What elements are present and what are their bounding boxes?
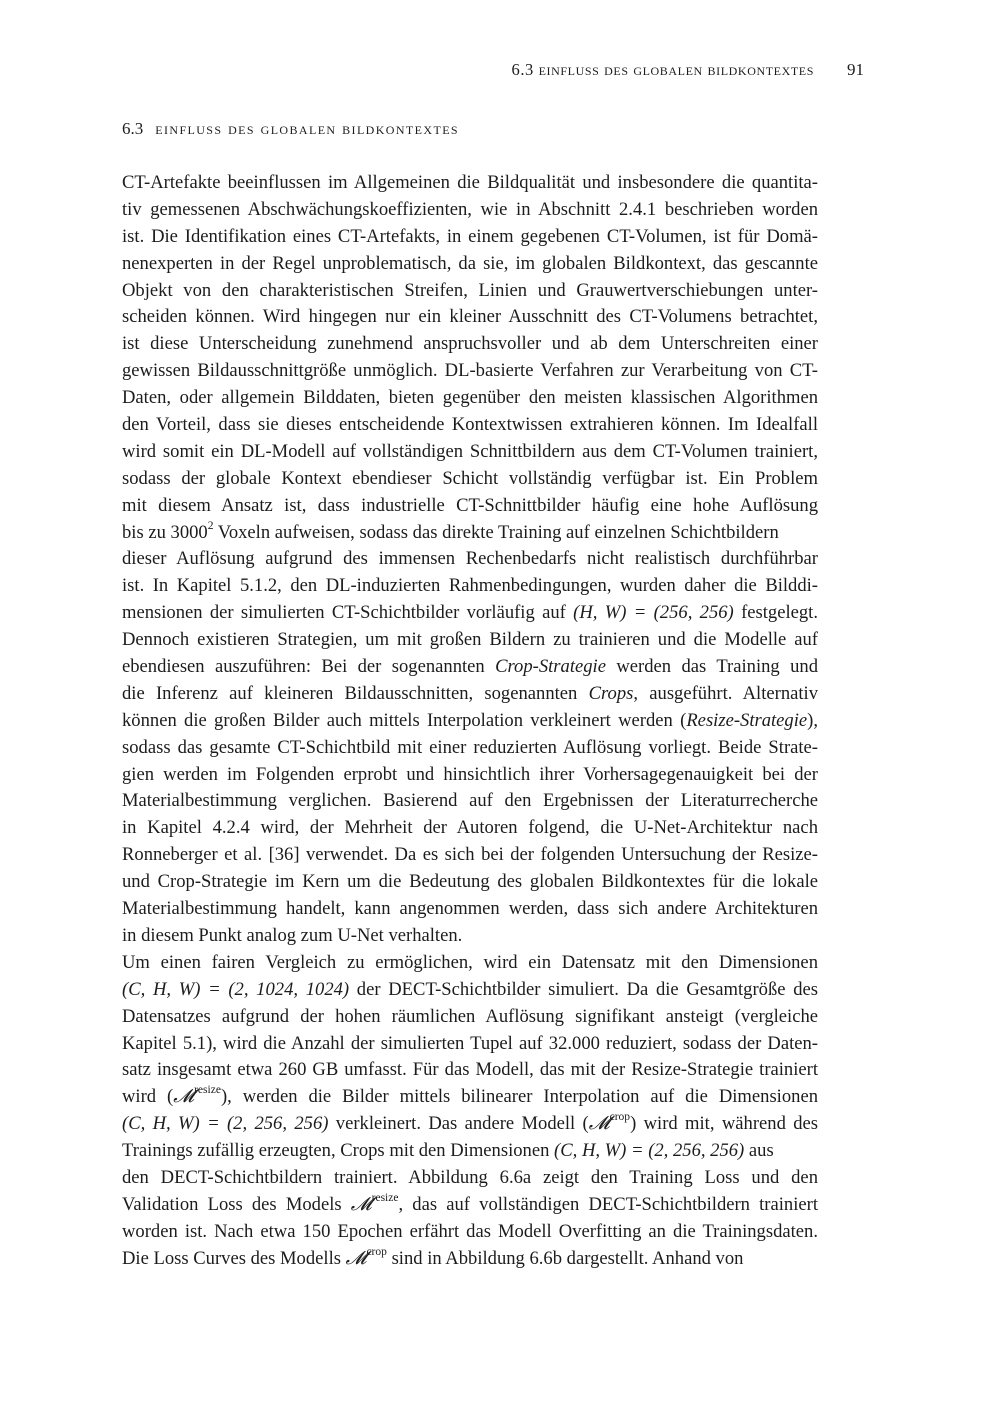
text-line: satz insgesamt etwa 260 GB umfasst. Für das Modell, das mit der Resize-Strategie trainiert xyxy=(122,1059,818,1081)
text-line: mit diesem Ansatz ist, dass industrielle CT-Schnittbilder häufig eine hohe Auflösung xyxy=(122,494,818,516)
math-expression: (H, W) = (256, 256) xyxy=(573,602,734,624)
section-title: einfluss des globalen bildkontextes xyxy=(155,119,459,138)
text-fragment: die Inferenz auf kleineren Bildausschnitten, sogenannten xyxy=(122,682,589,704)
text-fragment: Validation Loss des Models xyxy=(122,1193,351,1215)
math-symbol: 𝓜 xyxy=(173,1086,195,1108)
superscript: 2 xyxy=(207,519,214,532)
text-line xyxy=(122,708,818,735)
running-header xyxy=(122,60,864,82)
text-line: worden ist. Nach etwa 150 Epochen erfährt das Modell Overfitting an die Trainingsdaten. xyxy=(122,1220,818,1242)
text-fragment: mensionen der simulierten CT-Schichtbilder vorläufig auf xyxy=(122,602,574,624)
text-line xyxy=(122,600,818,627)
text-line: in diesem Punkt analog zum U-Net verhalten. xyxy=(122,924,463,946)
section-heading xyxy=(122,119,822,139)
text-line: und Crop-Strategie im Kern um die Bedeutung des globalen Bildkontextes für die lokale xyxy=(122,871,818,893)
text-line: Materialbestimmung verglichen. Basierend auf den Ergebnissen der Literaturrecherche xyxy=(122,790,818,812)
text-line: den DECT-Schichtbildern trainiert. Abbildung 6.6a zeigt den Training Loss und den xyxy=(122,1166,818,1188)
text-fragment: sind in Abbildung 6.6b dargestellt. Anhand von xyxy=(386,1247,744,1269)
math-expression: (C, H, W) = (2, 256, 256) xyxy=(554,1140,745,1162)
text-line: tiv gemessenen Abschwächungskoeffizienten, wie in Abschnitt 2.4.1 beschrieben worden xyxy=(122,198,818,220)
text-fragment: ), xyxy=(807,709,818,731)
text-fragment: Voxeln aufweisen, sodass das direkte Training auf einzelnen Schichtbildern xyxy=(213,521,779,543)
emphasis: Crops xyxy=(588,682,634,704)
superscript: resize xyxy=(194,1084,221,1097)
text-fragment: aus xyxy=(744,1140,774,1162)
text-fragment: bis zu 3000 xyxy=(122,521,208,543)
text-line: scheiden können. Wird hingegen nur ein kleiner Ausschnitt des CT-Volumens betrachtet, xyxy=(122,306,818,328)
text-line xyxy=(122,1192,818,1219)
text-line: gien werden im Folgenden erprobt und hinsichtlich ihrer Vorhersagegenauigkeit bei der xyxy=(122,763,818,785)
emphasis: Resize-Strategie xyxy=(686,709,808,731)
text-line: dieser Auflösung aufgrund des immensen Rechenbedarfs nicht realistisch durchführbar xyxy=(122,548,818,570)
text-fragment: wird ( xyxy=(122,1086,174,1108)
page-number: 91 xyxy=(847,60,864,79)
text-fragment: verkleinert. Das andere Modell ( xyxy=(328,1113,589,1135)
text-fragment: werden das Training und xyxy=(605,656,818,678)
text-line: Datensatzes aufgrund der hohen räumlichen Auflösung signifikant ansteigt (vergleiche xyxy=(122,1005,818,1027)
text-line: den Vorteil, dass sie dieses entscheidende Kontextwissen extrahieren können. Im Idealfall xyxy=(122,414,818,436)
text-fragment: Die Loss Curves des Modells xyxy=(122,1247,346,1269)
math-expression: (C, H, W) = (2, 256, 256) xyxy=(122,1113,329,1135)
text-line: gewissen Bildausschnittgröße unmöglich. DL-basierte Verfahren zur Verarbeitung von CT- xyxy=(122,360,818,382)
text-line: Dennoch existieren Strategien, um mit großen Bildern zu trainieren und die Modelle auf xyxy=(122,629,818,651)
text-line: in Kapitel 4.2.4 wird, der Mehrheit der Autoren folgend, die U-Net-Architektur nach xyxy=(122,817,818,839)
emphasis: Crop-Strategie xyxy=(495,656,606,678)
text-line: Um einen fairen Vergleich zu ermöglichen, wird ein Datensatz mit den Dimensionen xyxy=(122,951,818,973)
text-line: Materialbestimmung handelt, kann angenommen werden, dass sich andere Architekturen xyxy=(122,898,818,920)
text-line xyxy=(122,1111,818,1138)
text-line: Objekt von den charakteristischen Streifen, Linien und Grauwertverschiebungen unter- xyxy=(122,279,818,301)
text-line: ist diese Unterscheidung zunehmend anspruchsvoller und ab dem Unterschreiten einer xyxy=(122,333,818,355)
math-symbol: 𝓜 xyxy=(345,1247,367,1269)
math-symbol: 𝓜 xyxy=(350,1193,372,1215)
text-line xyxy=(122,654,818,681)
text-fragment: , das auf vollständigen DECT-Schichtbildern trainiert xyxy=(398,1193,818,1215)
text-line: nenexperten in der Regel unproblematisch, da sie, im globalen Bildkontext, das gescannte xyxy=(122,252,818,274)
text-fragment: festgelegt. xyxy=(733,602,818,624)
text-line: CT-Artefakte beeinflussen im Allgemeinen die Bildqualität und insbesondere die quantita- xyxy=(122,172,818,193)
text-line: sodass das gesamte CT-Schichtbild mit einer reduzierten Auflösung vorliegt. Beide Strate- xyxy=(122,736,818,758)
text-fragment: ebendiesen auszuführen: Bei der sogenannten xyxy=(122,656,496,678)
math-symbol: 𝓜 xyxy=(588,1113,610,1135)
text-line: wird somit ein DL-Modell auf vollständigen Schnittbildern aus dem CT-Volumen trainiert, xyxy=(122,440,818,462)
text-fragment: ), werden die Bilder mittels bilinearer Interpolation auf die Dimensionen xyxy=(220,1086,818,1108)
text-line: ist. Die Identifikation eines CT-Artefakts, in einem gegebenen CT-Volumen, ist für Domä- xyxy=(122,225,818,247)
superscript: crop xyxy=(366,1245,387,1258)
text-fragment: Trainings zufällig erzeugten, Crops mit den Dimensionen xyxy=(122,1140,555,1162)
text-line xyxy=(122,520,818,547)
section-number: 6.3 xyxy=(122,119,144,138)
text-line: Ronneberger et al. [36] verwendet. Da es sich bei der folgenden Untersuchung der Resize- xyxy=(122,844,818,866)
superscript: crop xyxy=(609,1111,631,1124)
text-line: ist. In Kapitel 5.1.2, den DL-induzierten Rahmenbedingungen, wurden daher die Bilddi- xyxy=(122,575,818,597)
text-line: sodass der globale Kontext ebendieser Schicht vollständig verfügbar ist. Ein Problem xyxy=(122,467,818,489)
text-fragment: der DECT-Schichtbilder simuliert. Da die Gesamtgröße des xyxy=(349,978,818,1000)
math-expression: (C, H, W) = (2, 1024, 1024) xyxy=(122,978,350,1000)
text-line: Daten, oder allgemein Bilddaten, bieten gegenüber den meisten klassischen Algorithmen xyxy=(122,387,818,409)
text-line xyxy=(122,1138,818,1165)
text-line xyxy=(122,1246,818,1273)
text-fragment: ) wird mit, während des xyxy=(630,1113,819,1135)
superscript: resize xyxy=(371,1191,399,1204)
text-line xyxy=(122,681,818,708)
running-header-section: 6.3 einfluss des globalen bildkontextes xyxy=(511,60,814,79)
text-fragment: , ausgeführt. Alternativ xyxy=(633,682,819,704)
body-text xyxy=(122,170,818,1273)
text-line xyxy=(122,977,818,1004)
text-fragment: können die großen Bilder auch mittels Interpolation verkleinert werden ( xyxy=(122,709,687,731)
text-line xyxy=(122,1084,818,1111)
text-line: Kapitel 5.1), wird die Anzahl der simulierten Tupel auf 32.000 reduziert, sodass der Daten- xyxy=(122,1032,818,1054)
